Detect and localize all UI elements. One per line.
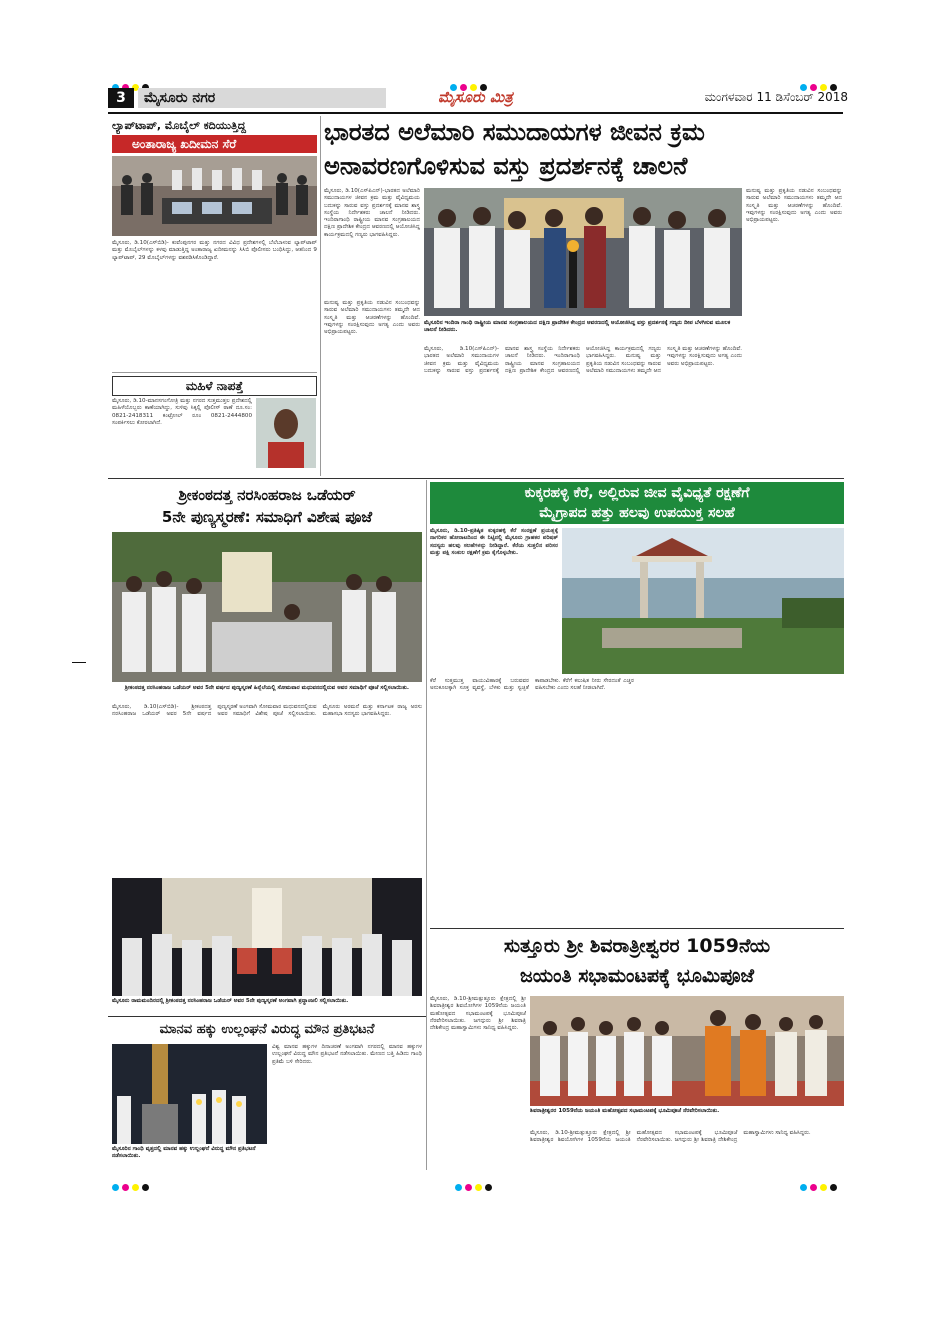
lead-body-left: ಮೈಸೂರು, ಡಿ.10(ಎಸ್‌ಪಿಎನ್)-ಭಾರತದ ಅಲೆಮಾರಿ ಸಮುದಾಯಗಳ ಜೀವನ ಕ್ರಮ ಮತ್ತು ವೈವಿಧ್ಯಮಯ ಬದುಕನ್ನು ಸಾರುವ ವಸ್ತು ಪ್ರದರ್ಶನಕ್ಕೆ ಮಾನವ ಶಾಸ್ತ್ರ ಸಂಸ್ಥೆಯ ನಿರ್ದೇಶಕರು ಚಾಲನೆ ನೀಡಿದರು. ಇಂದಿರಾಗಾಂಧಿ ರಾಷ್ಟ್ರೀಯ ಮಾನವ ಸಂಗ್ರಹಾಲಯದ ದಕ್ಷಿಣ ಪ್ರಾದೇಶಿಕ ಕೇಂದ್ರದ ಆವರಣದಲ್ಲಿ ಆಯೋಜಿಸಿದ್ದ ಕಾರ್ಯಕ್ರಮದಲ್ಲಿ ಗಣ್ಯರು ಭಾಗವಹಿಸಿದ್ದರು. bbox=[324, 188, 420, 238]
wadiyar-headline-1: ಶ್ರೀಕಂಠದತ್ತ ನರಸಿಂಹರಾಜ ಒಡೆಯರ್ bbox=[178, 486, 356, 504]
wadiyar-photo-2 bbox=[112, 878, 422, 996]
paper-name: ಮೈಸೂರು ಮಿತ್ರ bbox=[438, 88, 513, 106]
column-divider bbox=[320, 116, 321, 476]
header-rule bbox=[108, 112, 843, 114]
fold-mark bbox=[72, 662, 86, 663]
laptop-photo bbox=[112, 156, 317, 236]
page-number: 3 bbox=[108, 88, 134, 108]
issue-date: ಮಂಗಳವಾರ 11 ಡಿಸೆಂಬರ್ 2018 bbox=[704, 90, 848, 104]
registration-marks-bottom-right bbox=[800, 1176, 840, 1195]
missing-body: ಮೈಸೂರು, ಡಿ.10-ಮಾನಸಗಂಗೋತ್ರಿ ಮತ್ತು ನಗರದ ಸುತ್ತಮುತ್ತಲ ಪ್ರದೇಶದಲ್ಲಿ ಮಹಿಳೆಯೊಬ್ಬರು ಕಾಣೆಯಾಗಿದ್ದು, ಸುಳಿವು ಸಿಕ್ಕಲ್ಲಿ ಪೊಲೀಸ್ ಠಾಣೆ ದೂ.ಸಂ: 0821-2418311 ಕಂಟ್ರೋಲ್ ರೂಂ 0821-2444800 ಸಂಪರ್ಕಿಸಲು ಕೋರಲಾಗಿದೆ. bbox=[112, 398, 252, 426]
lake-banner bbox=[430, 482, 844, 524]
missing-woman-photo bbox=[256, 398, 316, 468]
wadiyar-headline-2: 5ನೇ ಪುಣ್ಯಸ್ಮರಣೆ: ಸಮಾಧಿಗೆ ವಿಶೇಷ ಪೂಜೆ bbox=[161, 508, 373, 526]
lake-photo bbox=[562, 528, 844, 674]
lead-body-continued: ಮೈಸೂರು, ಡಿ.10(ಎಸ್‌ಪಿಎನ್)-ಭಾರತದ ಅಲೆಮಾರಿ ಸಮುದಾಯಗಳ ಜೀವನ ಕ್ರಮ ಮತ್ತು ವೈವಿಧ್ಯಮಯ ಬದುಕನ್ನು ಸಾರುವ ವಸ್ತು ಪ್ರದರ್ಶನಕ್ಕೆ ಮಾನವ ಶಾಸ್ತ್ರ ಸಂಸ್ಥೆಯ ನಿರ್ದೇಶಕರು ಚಾಲನೆ ನೀಡಿದರು. ಇಂದಿರಾಗಾಂಧಿ ರಾಷ್ಟ್ರೀಯ ಮಾನವ ಸಂಗ್ರಹಾಲಯದ ದಕ್ಷಿಣ ಪ್ರಾದೇಶಿಕ ಕೇಂದ್ರದ ಆವರಣದಲ್ಲಿ ಆಯೋಜಿಸಿದ್ದ ಕಾರ್ಯಕ್ರಮದಲ್ಲಿ ಗಣ್ಯರು ಭಾಗವಹಿಸಿದ್ದರು. bbox=[424, 346, 661, 374]
registration-marks-bottom-left bbox=[112, 1176, 152, 1195]
lead-photo-caption: ಮೈಸೂರಿನ ಇಂದಿರಾ ಗಾಂಧಿ ರಾಷ್ಟ್ರೀಯ ಮಾನವ ಸಂಗ್ರಹಾಲಯದ ದಕ್ಷಿಣ ಪ್ರಾದೇಶಿಕ ಕೇಂದ್ರದ ಆವರಣದಲ್ಲಿ ಆಯೋಜಿಸಿದ್ದ ವಸ್ತು ಪ್ರದರ್ಶನಕ್ಕೆ ಗಣ್ಯರು ದೀಪ ಬೆಳಗಿಸುವ ಮೂಲಕ ಚಾಲನೆ ನೀಡಿದರು. bbox=[424, 320, 731, 333]
lead-body-right: ಮನುಷ್ಯ ಮತ್ತು ಪ್ರಕೃತಿಯ ನಡುವಿನ ಸಂಬಂಧವನ್ನು ಸಾರುವ ಅಲೆಮಾರಿ ಸಮುದಾಯಗಳು ತಮ್ಮದೇ ಆದ ಸಂಸ್ಕೃತಿ ಮತ್ತು ಆಚರಣೆಗಳನ್ನು ಹೊಂದಿವೆ. ಇವುಗಳನ್ನು ಸಂರಕ್ಷಿಸುವುದು ಅಗತ್ಯ ಎಂದು ಅವರು ಅಭಿಪ್ರಾಯಪಟ್ಟರು. bbox=[746, 188, 842, 224]
rights-body: ವಿಶ್ವ ಮಾನವ ಹಕ್ಕುಗಳ ದಿನಾಚರಣೆ ಅಂಗವಾಗಿ ನಗರದಲ್ಲಿ ಮಾನವ ಹಕ್ಕುಗಳ ಉಲ್ಲಂಘನೆ ವಿರುದ್ಧ ಮೌನ ಪ್ರತಿಭಟನೆ ನಡೆಸಲಾಯಿತು. ಮೇಣದ ಬತ್ತಿ ಹಿಡಿದು ಗಾಂಧಿ ಪ್ರತಿಮೆ ಬಳಿ ಸೇರಿದರು. bbox=[272, 1044, 422, 1065]
lake-body: ಮೈಸೂರು, ಡಿ.10-ಪ್ರತಿಷ್ಠಿತ ಕುಕ್ಕರಹಳ್ಳಿ ಕೆರೆ ಸಂರಕ್ಷಣೆ ಪ್ರಯತ್ನಕ್ಕೆ ನಾಗರಿಕರ ಹೋರಾಟದಿಂದ ಈ ನಿಟ್ಟಿನಲ್ಲಿ ಮೈಸೂರು ಗ್ರಾಹಕರ ಪರಿಷತ್ ಸದಸ್ಯರು ಹಲವು ಸಲಹೆಗಳನ್ನು ನೀಡಿದ್ದಾರೆ. ಕೆರೆಯ ಸುತ್ತಲಿನ ಪರಿಸರ ಮತ್ತು ಪಕ್ಷಿ ಸಂಕುಲ ರಕ್ಷಣೆಗೆ ಕ್ರಮ ಕೈಗೊಳ್ಳಬೇಕು. bbox=[430, 528, 558, 556]
rights-headline: ಮಾನವ ಹಕ್ಕು ಉಲ್ಲಂಘನೆ ವಿರುದ್ಧ ಮೌನ ಪ್ರತಿಭಟನೆ bbox=[159, 1022, 375, 1037]
column-divider bbox=[426, 480, 427, 1170]
lead-photo bbox=[424, 188, 742, 316]
lead-headline-1: ಭಾರತದ ಅಲೆಮಾರಿ ಸಮುದಾಯಗಳ ಜೀವನ ಕ್ರಮ bbox=[324, 118, 705, 146]
wadiyar-body-text: ಮೈಸೂರು, ಡಿ.10(ಎಸ್‌ಬಿಡಿ)- ಶ್ರೀಕಂಠದತ್ತ ನರಸಿಂಹರಾಜ ಒಡೆಯರ್ ಅವರ 5ನೇ ವರ್ಷದ ಪುಣ್ಯಸ್ಮರಣೆ ಅಂಗವಾಗಿ ಸೋಮವಾರ ಮಧುವನದಲ್ಲಿರುವ ಅವರ ಸಮಾಧಿಗೆ ವಿಶೇಷ ಪೂಜೆ ಸಲ್ಲಿಸಲಾಯಿತು. ಮೈಸೂರು ಅರಮನೆ ಮತ್ತು ಕರ್ನಾಟಕ ರಾಜ್ಯ ಅರಸು ಮಹಾಸಭಾ ಸದಸ್ಯರು ಭಾಗವಹಿಸಿದ್ದರು. bbox=[112, 704, 422, 718]
divider bbox=[108, 1016, 426, 1017]
divider bbox=[430, 928, 844, 929]
missing-headline: ಮಹಿಳೆ ನಾಪತ್ತೆ bbox=[112, 376, 317, 396]
registration-marks-bottom-center bbox=[455, 1176, 495, 1195]
lead-body-continued-2: ಮನುಷ್ಯ ಮತ್ತು ಪ್ರಕೃತಿಯ ನಡುವಿನ ಸಂಬಂಧವನ್ನು ಸಾರುವ ಅಲೆಮಾರಿ ಸಮುದಾಯಗಳು ತಮ್ಮದೇ ಆದ ಸಂಸ್ಕೃತಿ ಮತ್ತು ಆಚರಣೆಗಳನ್ನು ಹೊಂದಿವೆ. ಇವುಗಳನ್ನು ಸಂರಕ್ಷಿಸುವುದು ಅಗತ್ಯ ಎಂದು ಅವರು ಅಭಿಪ್ರಾಯಪಟ್ಟರು. bbox=[586, 346, 742, 374]
wadiyar-body bbox=[112, 704, 422, 874]
section-title: ಮೈಸೂರು ನಗರ bbox=[138, 88, 386, 108]
suttur-photo bbox=[530, 996, 844, 1106]
wadiyar-caption-2: ಮೈಸೂರು ರಾಮಮಂದಿರದಲ್ಲಿ ಶ್ರೀಕಂಠದತ್ತ ನರಸಿಂಹರಾಜ ಒಡೆಯರ್ ಅವರ 5ನೇ ಪುಣ್ಯಸ್ಮರಣೆ ಅಂಗವಾಗಿ ಶ್ರದ್ಧಾಂಜಲಿ ಸಲ್ಲಿಸಲಾಯಿತು. bbox=[112, 998, 349, 1004]
suttur-body: ಮೈಸೂರು, ಡಿ.10-ಶ್ರೀಮತ್ಸುತ್ತೂರು ಕ್ಷೇತ್ರದಲ್ಲಿ ಶ್ರೀ ಶಿವರಾತ್ರೀಶ್ವರ ಶಿವಯೋಗಿಗಳ 1059ನೆಯ ಜಯಂತಿ ಮಹೋತ್ಸವದ ಸಭಾಮಂಟಪಕ್ಕೆ ಭೂಮಿಪೂಜೆ ನೆರವೇರಿಸಲಾಯಿತು. ಜಗದ್ಗುರು ಶ್ರೀ ಶಿವರಾತ್ರಿ ದೇಶಿಕೇಂದ್ರ ಮಹಾಸ್ವಾಮಿಗಳು ಸಾನಿಧ್ಯ ವಹಿಸಿದ್ದರು. bbox=[430, 996, 526, 1032]
suttur-headline-1: ಸುತ್ತೂರು ಶ್ರೀ ಶಿವರಾತ್ರೀಶ್ವರರ 1059ನೆಯ bbox=[503, 935, 771, 957]
wadiyar-caption-1: ಶ್ರೀಕಂಠದತ್ತ ನರಸಿಂಹರಾಜ ಒಡೆಯರ್ ಅವರ 5ನೇ ವರ್ಷದ ಪುಣ್ಯಸ್ಮರಣೆ ಹಿನ್ನೆಲೆಯಲ್ಲಿ ಸೋಮವಾರ ಮಧುವನದಲ್ಲಿರುವ ಅವರ ಸಮಾಧಿಗೆ ಪೂಜೆ ಸಲ್ಲಿಸಲಾಯಿತು. bbox=[124, 685, 410, 691]
laptop-headline-2: ಅಂತಾರಾಜ್ಯ ಖದೀಮನ ಸೆರೆ bbox=[112, 135, 317, 153]
section-divider bbox=[108, 478, 844, 479]
suttur-headline-2: ಜಯಂತಿ ಸಭಾಮಂಟಪಕ್ಕೆ ಭೂಮಿಪೂಜೆ bbox=[519, 965, 755, 987]
lake-body-columns bbox=[430, 678, 844, 924]
lead-body-left-continued: ಮನುಷ್ಯ ಮತ್ತು ಪ್ರಕೃತಿಯ ನಡುವಿನ ಸಂಬಂಧವನ್ನು ಸಾರುವ ಅಲೆಮಾರಿ ಸಮುದಾಯಗಳು ತಮ್ಮದೇ ಆದ ಸಂಸ್ಕೃತಿ ಮತ್ತು ಆಚರಣೆಗಳನ್ನು ಹೊಂದಿವೆ. ಇವುಗಳನ್ನು ಸಂರಕ್ಷಿಸುವುದು ಅಗತ್ಯ ಎಂದು ಅವರು ಅಭಿಪ್ರಾಯಪಟ್ಟರು. bbox=[324, 300, 420, 336]
page-header bbox=[108, 88, 848, 110]
suttur-body-continued: ಮೈಸೂರು, ಡಿ.10-ಶ್ರೀಮತ್ಸುತ್ತೂರು ಕ್ಷೇತ್ರದಲ್ಲಿ ಶ್ರೀ ಶಿವರಾತ್ರೀಶ್ವರ ಶಿವಯೋಗಿಗಳ 1059ನೆಯ ಜಯಂತಿ ಮಹೋತ್ಸವದ ಸಭಾಮಂಟಪಕ್ಕೆ ಭೂಮಿಪೂಜೆ ನೆರವೇರಿಸಲಾಯಿತು. ಜಗದ್ಗುರು ಶ್ರೀ ಶಿವರಾತ್ರಿ ದೇಶಿಕೇಂದ್ರ ಮಹಾಸ್ವಾಮಿಗಳು ಸಾನಿಧ್ಯ ವಹಿಸಿದ್ದರು. bbox=[530, 1130, 811, 1144]
suttur-body-columns bbox=[530, 1130, 844, 1170]
rights-caption: ಮೈಸೂರಿನ ಗಾಂಧಿ ವೃತ್ತದಲ್ಲಿ ಮಾನವ ಹಕ್ಕು ಉಲ್ಲಂಘನೆ ವಿರುದ್ಧ ಮೌನ ಪ್ರತಿಭಟನೆ ನಡೆಸಲಾಯಿತು. bbox=[112, 1146, 256, 1159]
lake-body-continued: ಕೆರೆ ಸುತ್ತಮುತ್ತ ವಾಯುವಿಹಾರಕ್ಕೆ ಬರುವವರ ಅನುಕೂಲಕ್ಕಾಗಿ ಸೂಕ್ತ ವ್ಯವಸ್ಥೆ, ಬೆಳಕು ಮತ್ತು ಸ್ವಚ್ಛತೆ ಕಾಪಾಡಬೇಕು. ಕೆರೆಗೆ ಕಲುಷಿತ ನೀರು ಸೇರದಂತೆ ಎಚ್ಚರ ವಹಿಸಬೇಕು ಎಂದು ಸಲಹೆ ನೀಡಲಾಗಿದೆ. bbox=[430, 678, 634, 692]
suttur-caption: ಶಿವರಾತ್ರೀಶ್ವರರ 1059ನೆಯ ಜಯಂತಿ ಮಹೋತ್ಸವದ ಸಭಾಮಂಟಪಕ್ಕೆ ಭೂಮಿಪೂಜೆ ನೆರವೇರಿಸಲಾಯಿತು. bbox=[530, 1108, 720, 1114]
divider bbox=[112, 372, 317, 373]
rights-photo bbox=[112, 1044, 267, 1144]
lead-headline-2: ಅನಾವರಣಗೊಳಿಸುವ ವಸ್ತು ಪ್ರದರ್ಶನಕ್ಕೆ ಚಾಲನೆ bbox=[324, 152, 688, 180]
laptop-headline-1: ಲ್ಯಾಪ್‌ಟಾಪ್, ಮೊಬೈಲ್ ಕದಿಯುತ್ತಿದ್ದ bbox=[112, 119, 246, 132]
lake-headline-1: ಕುಕ್ಕರಹಳ್ಳಿ ಕೆರೆ, ಅಲ್ಲಿರುವ ಜೀವ ವೈವಿಧ್ಯತೆ ರಕ್ಷಣೆಗೆ bbox=[524, 485, 750, 501]
wadiyar-photo-1 bbox=[112, 532, 422, 682]
lake-headline-2: ಮೈಗ್ರಾಪದ ಹತ್ತು ಹಲವು ಉಪಯುಕ್ತ ಸಲಹೆ bbox=[539, 505, 735, 521]
laptop-body: ಮೈಸೂರು, ಡಿ.10(ಎಸ್‌ಬಿಡಿ)- ಕುವೆಂಪುನಗರ ಮತ್ತು ನಗರದ ವಿವಿಧ ಪ್ರದೇಶಗಳಲ್ಲಿ ಬೆಲೆಬಾಳುವ ಲ್ಯಾಪ್‌ಟಾಪ್ ಮತ್ತು ಮೊಬೈಲ್‌ಗಳನ್ನು ಕಳವು ಮಾಡುತ್ತಿದ್ದ ಅಂತಾರಾಜ್ಯ ಖದೀಮನನ್ನು ಸಿಸಿಬಿ ಪೊಲೀಸರು ಬಂಧಿಸಿದ್ದು, ಆತನಿಂದ 9 ಲ್ಯಾಪ್‌ಟಾಪ್, 29 ಮೊಬೈಲ್‌ಗಳನ್ನು ವಶಪಡಿಸಿಕೊಂಡಿದ್ದಾರೆ. bbox=[112, 240, 317, 261]
lead-body-columns bbox=[424, 346, 742, 474]
